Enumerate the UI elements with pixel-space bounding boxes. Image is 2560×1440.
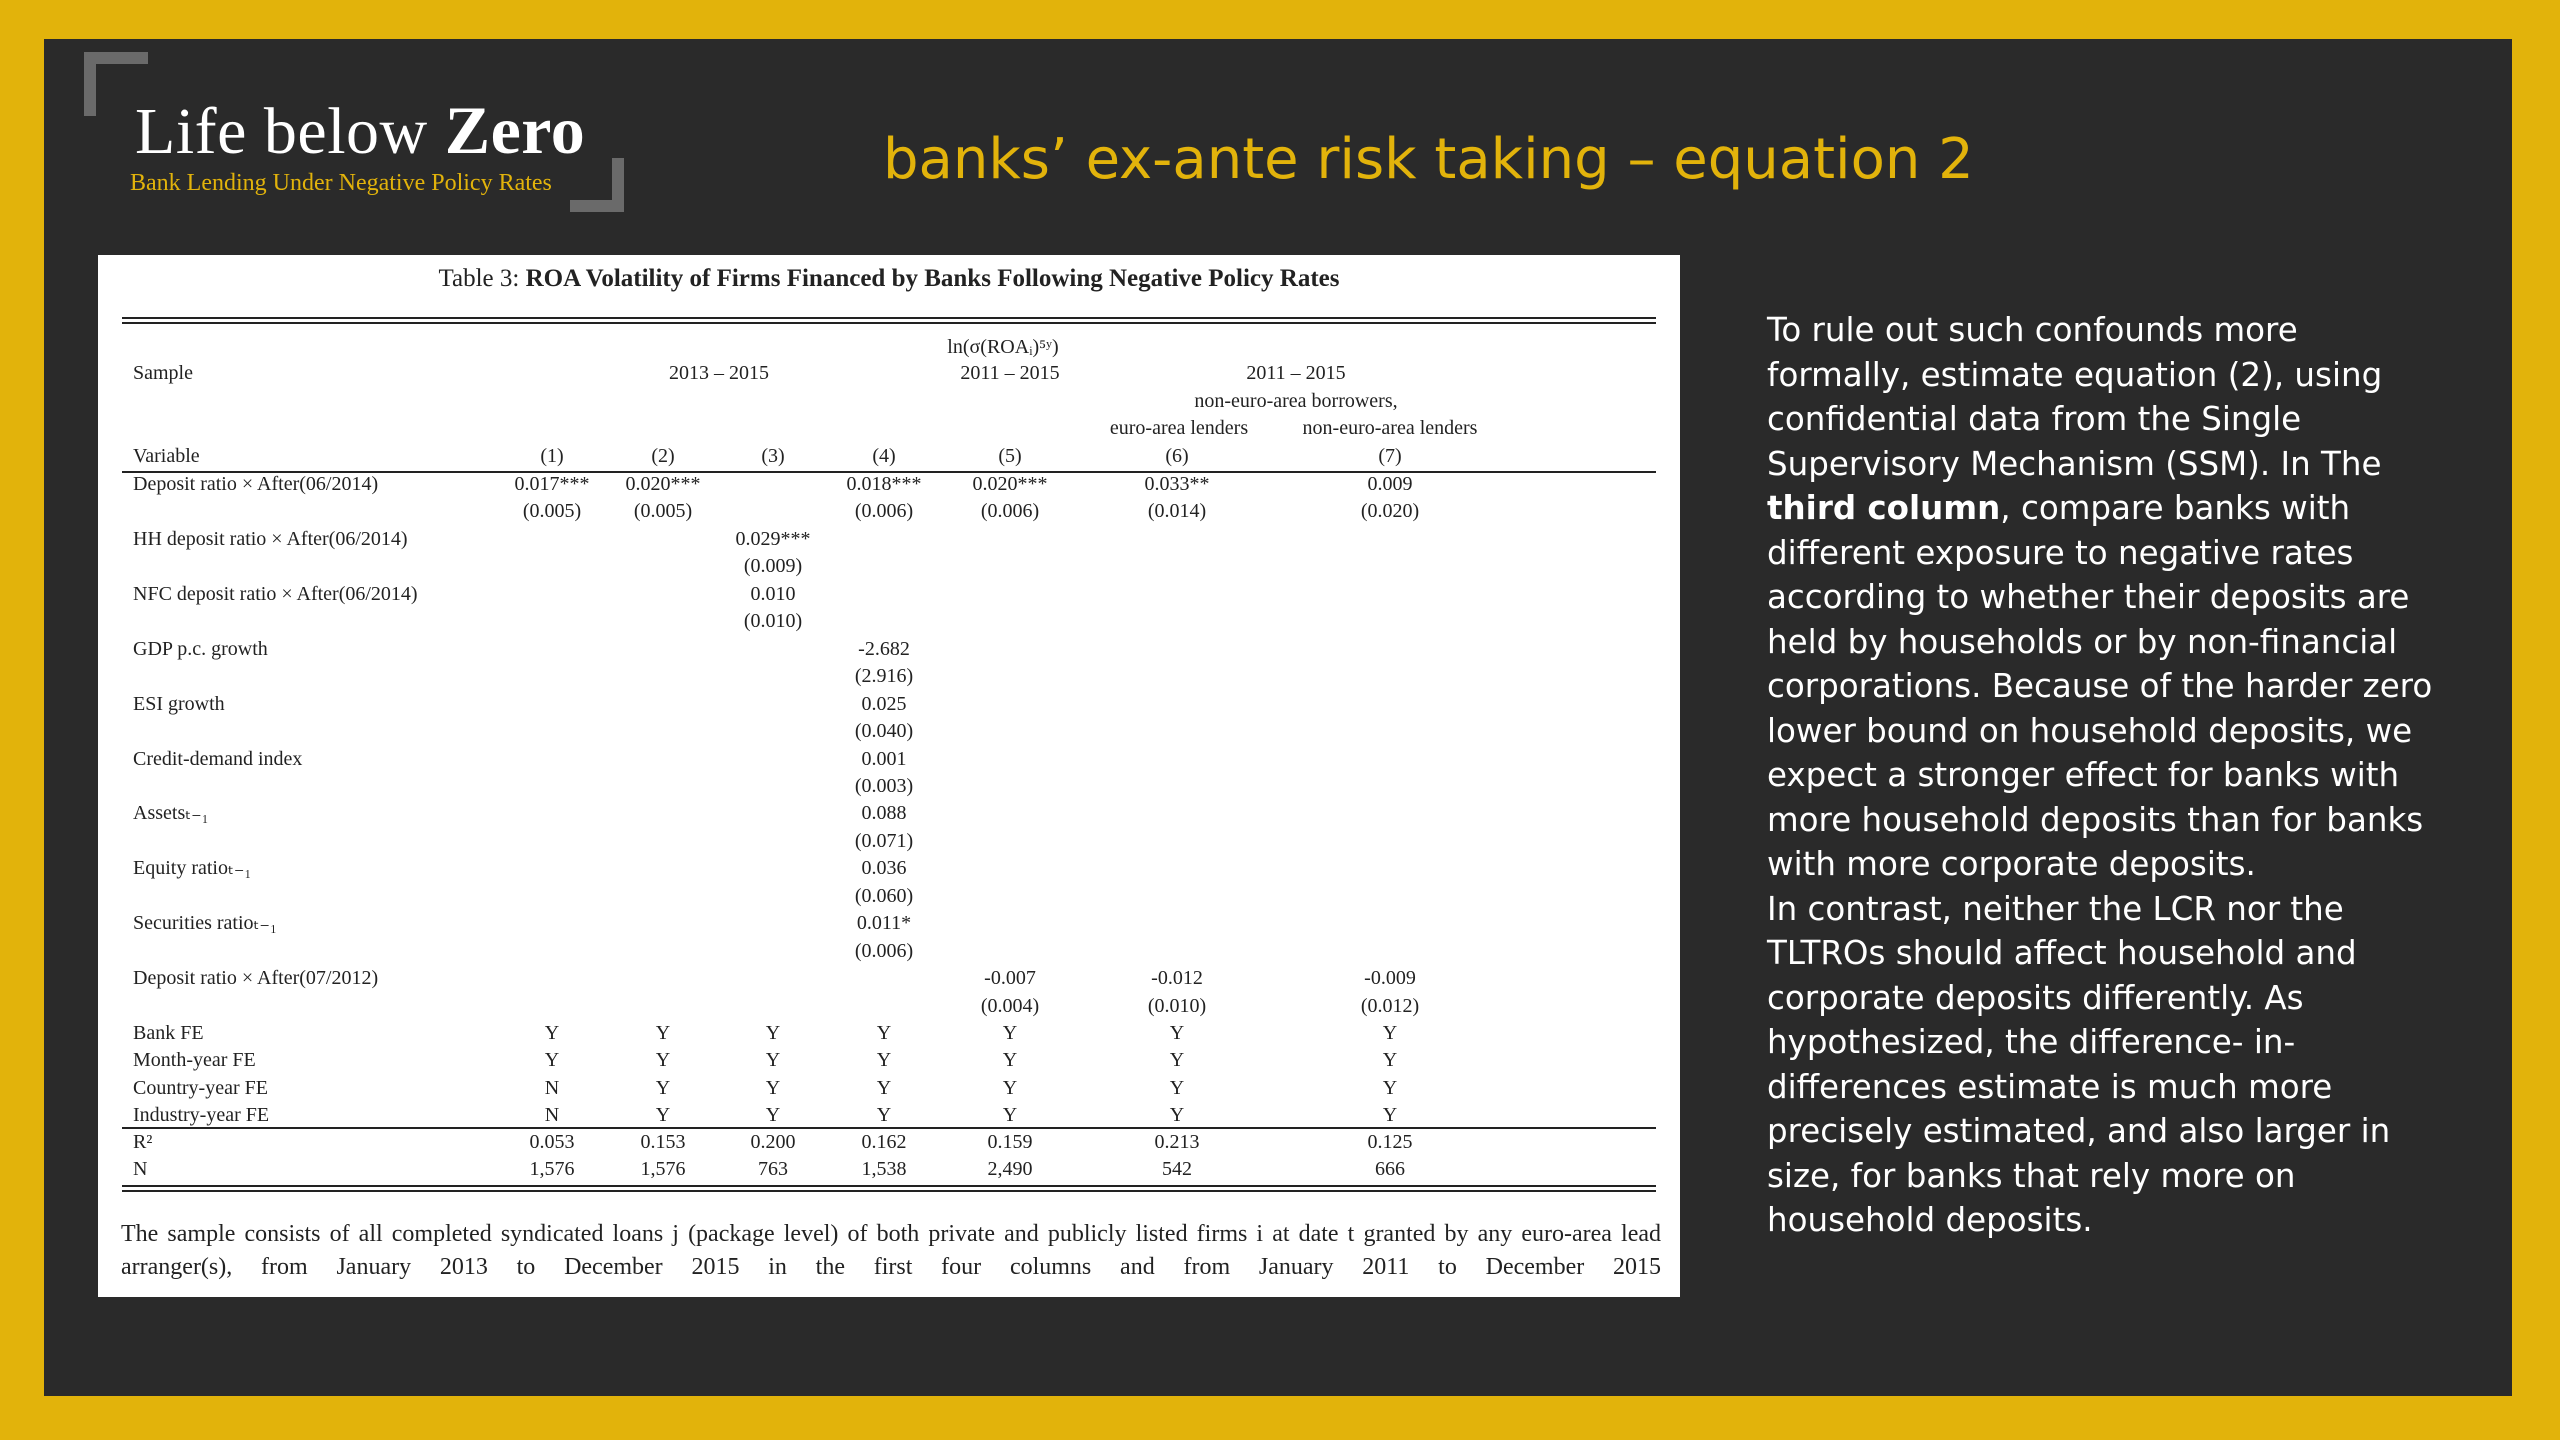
table-cell: 0.029*** [735, 528, 811, 550]
row-label: Country-year FE [133, 1077, 268, 1099]
row-label: Deposit ratio × After(06/2014) [133, 473, 379, 495]
explanation-p1-start: To rule out such confounds more formally, estimate equation (2), using confidential data from the Single Supervisory Mechanism (SSM). In The [1767, 311, 2383, 483]
table-cell: (0.006) [854, 940, 914, 962]
column-number-6: (6) [1165, 445, 1189, 467]
table-cell: Y [1382, 1104, 1398, 1126]
stats-cell: 1,576 [529, 1158, 575, 1180]
table-cell: 0.018*** [846, 473, 922, 495]
table-cell: 0.009 [1367, 473, 1413, 495]
row-label: ESI growth [133, 693, 225, 715]
table-cell: Y [765, 1049, 781, 1071]
table-caption-prefix: Table 3: [438, 265, 520, 292]
row-label: Credit-demand index [133, 748, 303, 770]
table-cell: Y [544, 1049, 560, 1071]
row-label: NFC deposit ratio × After(06/2014) [133, 583, 418, 605]
explanation-paragraph-2: In contrast, neither the LCR nor the TLTROs should affect household and corporate deposits differently. As hypothesized, the difference- in-differences estimate is much more precisely estimated, and also larger in size, for banks that rely more on household deposits. [1767, 889, 2391, 1239]
table-cell: Y [1002, 1104, 1018, 1126]
row-label: Assetsₜ₋₁ [133, 802, 209, 824]
table-cell: Y [1002, 1077, 1018, 1099]
table-cell: Y [1002, 1049, 1018, 1071]
column-number-1: (1) [540, 445, 564, 467]
stats-cell: 0.213 [1154, 1131, 1200, 1153]
stats-label: R² [133, 1131, 153, 1153]
stats-cell: 2,490 [987, 1158, 1033, 1180]
table-top-rule-double [122, 322, 1656, 324]
table-cell: Y [655, 1049, 671, 1071]
row-label: Securities ratioₜ₋₁ [133, 912, 277, 934]
table-cell: 0.010 [750, 583, 796, 605]
slide-title: banks’ ex-ante risk taking – equation 2 [883, 127, 1974, 192]
table-cell: Y [1002, 1022, 1018, 1044]
stats-cell: 0.125 [1367, 1131, 1413, 1153]
explanation-text [1767, 308, 2447, 1243]
column-number-3: (3) [761, 445, 785, 467]
row-label: Bank FE [133, 1022, 204, 1044]
table-cell: Y [876, 1077, 892, 1099]
table-cell: 0.011* [856, 912, 912, 934]
table-note: The sample consists of all completed syndicated loans j (package level) of both private and publicly listed firms i at date t granted by any euro-area lead arranger(s), from January 2013 to December 2015 in the first four columns and from January 2011 to December 2015 [121, 1221, 1661, 1280]
table-cell: (0.006) [980, 500, 1040, 522]
slide [44, 39, 2512, 1396]
table-cell: Y [655, 1022, 671, 1044]
sample-2011-2015-col5: 2011 – 2015 [960, 362, 1060, 384]
row-label: Month-year FE [133, 1049, 256, 1071]
table-cell: Y [765, 1022, 781, 1044]
subgroup-non-euro-lenders-label: non-euro-area lenders [1302, 417, 1478, 439]
table-cell: (0.010) [743, 610, 803, 632]
table-cell: Y [765, 1104, 781, 1126]
table-cell: Y [876, 1022, 892, 1044]
table-cell: (0.010) [1147, 995, 1207, 1017]
table-cell: -0.007 [984, 967, 1036, 989]
explanation-p1-bold: third column [1767, 489, 2001, 527]
table-cell: Y [1382, 1049, 1398, 1071]
table-cell: (2.916) [854, 665, 914, 687]
table-cell: (0.005) [522, 500, 582, 522]
explanation-paragraph-1 [1767, 308, 2447, 887]
stats-cell: 666 [1375, 1158, 1405, 1180]
dependent-variable-label: ln(σ(ROAᵢ)⁵ʸ) [947, 336, 1059, 358]
stats-label: N [133, 1158, 148, 1180]
column-number-2: (2) [651, 445, 675, 467]
table-cell: Y [1169, 1077, 1185, 1099]
table-cell: (0.012) [1360, 995, 1420, 1017]
table-cell: (0.014) [1147, 500, 1207, 522]
table-cell: -2.682 [858, 638, 910, 660]
table-cell: -0.009 [1364, 967, 1416, 989]
sample-2013-2015: 2013 – 2015 [669, 362, 769, 384]
table-cell: Y [655, 1104, 671, 1126]
table-cell: Y [1169, 1022, 1185, 1044]
table-cell: -0.012 [1151, 967, 1203, 989]
row-label: Deposit ratio × After(07/2012) [133, 967, 379, 989]
table-stats-rule [122, 1127, 1656, 1129]
variable-header: Variable [133, 445, 200, 467]
table-caption-title: ROA Volatility of Firms Financed by Banks Following Negative Policy Rates [525, 265, 1340, 292]
subgroup-borrowers-label: non-euro-area borrowers, [1194, 390, 1398, 412]
table-cell: 0.088 [861, 802, 907, 824]
row-label: Equity ratioₜ₋₁ [133, 857, 252, 879]
column-number-7: (7) [1378, 445, 1402, 467]
table-caption [98, 265, 1680, 293]
table-cell: (0.071) [854, 830, 914, 852]
table-cell: N [544, 1077, 560, 1099]
table-cell: 0.017*** [514, 473, 590, 495]
stats-cell: 0.200 [750, 1131, 796, 1153]
table-cell: Y [1382, 1077, 1398, 1099]
table-cell: Y [655, 1077, 671, 1099]
stats-cell: 0.053 [529, 1131, 575, 1153]
logo-subtitle: Bank Lending Under Negative Policy Rates [130, 170, 552, 196]
table-cell: 0.001 [861, 748, 907, 770]
logo-title-prefix: Life below [135, 95, 428, 168]
table-cell: (0.006) [854, 500, 914, 522]
table-top-rule [122, 317, 1656, 319]
table-cell: Y [1169, 1104, 1185, 1126]
table-cell: Y [1382, 1022, 1398, 1044]
table-cell: N [544, 1104, 560, 1126]
column-number-5: (5) [998, 445, 1022, 467]
logo-title [135, 91, 585, 170]
table-cell: 0.033** [1144, 473, 1210, 495]
table-bottom-rule-double [122, 1190, 1656, 1192]
stats-cell: 0.159 [987, 1131, 1033, 1153]
logo-title-bold: Zero [444, 92, 586, 168]
stats-cell: 763 [758, 1158, 788, 1180]
stats-cell: 542 [1162, 1158, 1192, 1180]
stats-cell: 0.162 [861, 1131, 907, 1153]
table-cell: (0.004) [980, 995, 1040, 1017]
table-cell: Y [765, 1077, 781, 1099]
subgroup-euro-lenders-label: euro-area lenders [1109, 417, 1249, 439]
table-cell: Y [544, 1022, 560, 1044]
stats-cell: 1,538 [861, 1158, 907, 1180]
sample-2011-2015-cols67: 2011 – 2015 [1246, 362, 1346, 384]
table-cell: 0.036 [861, 857, 907, 879]
table-cell: Y [1169, 1049, 1185, 1071]
table-bottom-rule [122, 1185, 1656, 1187]
table-cell: 0.020*** [972, 473, 1048, 495]
table-cell: 0.025 [861, 693, 907, 715]
table-cell: (0.003) [854, 775, 914, 797]
table-cell: 0.020*** [625, 473, 701, 495]
sample-label: Sample [133, 362, 193, 384]
explanation-p1-end: , compare banks with different exposure to negative rates according to whether their deposits are held by households or by non-financial corporations. Because of the harder zero lower bound on household deposits, we expect a stronger effect for banks with more household deposits than for banks with more corporate deposits. [1767, 489, 2433, 883]
row-label: GDP p.c. growth [133, 638, 268, 660]
row-label: Industry-year FE [133, 1104, 270, 1126]
table-cell: (0.020) [1360, 500, 1420, 522]
column-number-4: (4) [872, 445, 896, 467]
table-cell: (0.009) [743, 555, 803, 577]
stats-cell: 0.153 [640, 1131, 686, 1153]
table-cell: Y [876, 1104, 892, 1126]
table-cell: (0.005) [633, 500, 693, 522]
row-label: HH deposit ratio × After(06/2014) [133, 528, 408, 550]
table-cell: Y [876, 1049, 892, 1071]
regression-table-image [98, 255, 1680, 1297]
table-cell: (0.040) [854, 720, 914, 742]
stats-cell: 1,576 [640, 1158, 686, 1180]
table-cell: (0.060) [854, 885, 914, 907]
